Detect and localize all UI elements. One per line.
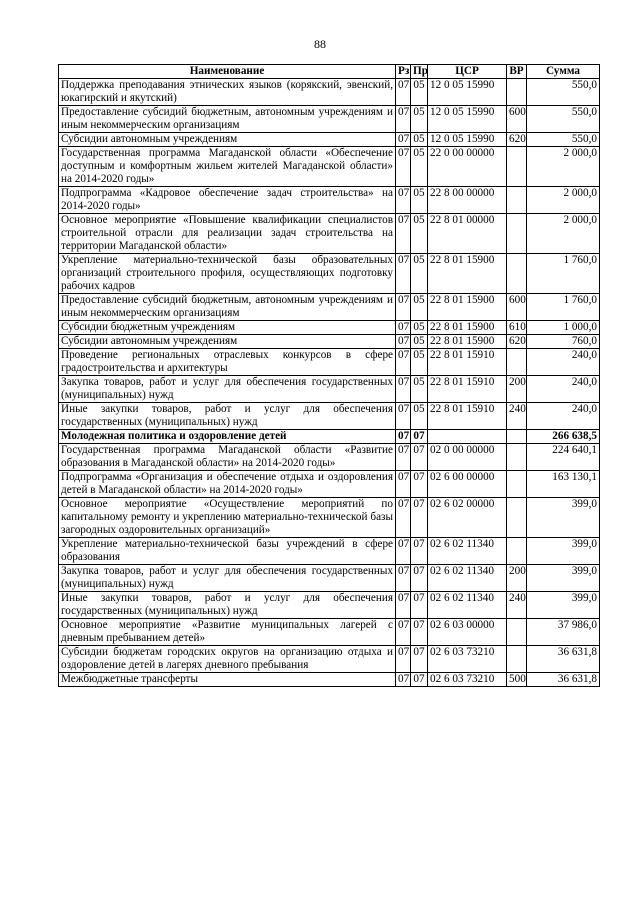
row-name: Государственная программа Магаданской области «Обеспечение доступным и комфортным жильем жителей Магаданской области» на 2014-2020 годы» (59, 147, 396, 187)
header-sum: Сумма (527, 65, 600, 79)
row-name: Субсидии автономным учреждениям (59, 133, 396, 147)
row-pr: 05 (411, 147, 428, 187)
row-pr: 07 (411, 444, 428, 471)
row-csr: 02 6 02 11340 (428, 565, 507, 592)
row-pr: 05 (411, 349, 428, 376)
row-rz: 07 (396, 214, 411, 254)
row-csr: 12 0 05 15990 (428, 106, 507, 133)
row-rz: 07 (396, 147, 411, 187)
row-name: Государственная программа Магаданской области «Развитие образования в Магаданской области» на 2014-2020 годы» (59, 444, 396, 471)
row-pr: 07 (411, 565, 428, 592)
row-pr: 07 (411, 430, 428, 444)
row-vr: 200 (507, 565, 527, 592)
header-rz: Рз (396, 65, 411, 79)
row-pr: 07 (411, 498, 428, 538)
row-csr: 02 6 02 00000 (428, 498, 507, 538)
row-sum: 2 000,0 (527, 147, 600, 187)
row-vr (507, 444, 527, 471)
header-vr: ВР (507, 65, 527, 79)
row-vr: 620 (507, 335, 527, 349)
row-pr: 07 (411, 619, 428, 646)
row-vr (507, 619, 527, 646)
row-pr: 07 (411, 673, 428, 687)
row-sum: 36 631,8 (527, 673, 600, 687)
table-row (59, 673, 600, 687)
row-name: Субсидии бюджетам городских округов на организацию отдыха и оздоровление детей в лагерях дневного пребывания (59, 646, 396, 673)
row-name: Предоставление субсидий бюджетным, автономным учреждениям и иным некоммерческим организациям (59, 106, 396, 133)
table-row (59, 349, 600, 376)
row-rz: 07 (396, 619, 411, 646)
table-row (59, 646, 600, 673)
row-csr: 22 8 01 15910 (428, 349, 507, 376)
row-name: Поддержка преподавания этнических языков (корякский, эвенский, юкагирский и якутский) (59, 79, 396, 106)
row-rz: 07 (396, 321, 411, 335)
row-vr: 500 (507, 673, 527, 687)
row-name: Субсидии автономным учреждениям (59, 335, 396, 349)
row-pr: 05 (411, 106, 428, 133)
row-name: Основное мероприятие «Осуществление мероприятий по капитальному ремонту и укреплению материально-технической базы загородных оздоровительных организаций» (59, 498, 396, 538)
row-name: Иные закупки товаров, работ и услуг для обеспечения государственных (муниципальных) нужд (59, 592, 396, 619)
row-csr: 02 6 02 11340 (428, 592, 507, 619)
row-name: Субсидии бюджетным учреждениям (59, 321, 396, 335)
row-csr: 02 0 00 00000 (428, 444, 507, 471)
row-csr: 02 6 02 11340 (428, 538, 507, 565)
row-csr: 22 8 01 15900 (428, 294, 507, 321)
table-row (59, 254, 600, 294)
row-rz: 07 (396, 592, 411, 619)
row-csr: 22 8 00 00000 (428, 187, 507, 214)
row-csr: 22 8 01 15900 (428, 254, 507, 294)
row-name: Молодежная политика и оздоровление детей (59, 430, 396, 444)
row-vr (507, 214, 527, 254)
row-rz: 07 (396, 187, 411, 214)
row-sum: 240,0 (527, 349, 600, 376)
row-csr: 22 8 01 15900 (428, 335, 507, 349)
row-vr: 610 (507, 321, 527, 335)
row-sum: 550,0 (527, 79, 600, 106)
row-rz: 07 (396, 106, 411, 133)
table-row (59, 106, 600, 133)
table-row (59, 335, 600, 349)
row-csr: 22 8 01 15910 (428, 376, 507, 403)
row-pr: 05 (411, 294, 428, 321)
row-rz: 07 (396, 349, 411, 376)
row-pr: 07 (411, 538, 428, 565)
row-name: Укрепление материально-технической базы образовательных организаций строительного профиля, осуществляющих подготовку рабочих кадров (59, 254, 396, 294)
row-rz: 07 (396, 133, 411, 147)
row-pr: 05 (411, 321, 428, 335)
row-vr: 240 (507, 403, 527, 430)
row-rz: 07 (396, 673, 411, 687)
table-row (59, 321, 600, 335)
table-row (59, 403, 600, 430)
row-rz: 07 (396, 294, 411, 321)
row-name: Подпрограмма «Организация и обеспечение отдыха и оздоровления детей в Магаданской области» на 2014-2020 годы» (59, 471, 396, 498)
row-pr: 05 (411, 79, 428, 106)
table-row (59, 565, 600, 592)
row-sum: 760,0 (527, 335, 600, 349)
row-vr (507, 254, 527, 294)
row-vr (507, 187, 527, 214)
table-row (59, 471, 600, 498)
row-sum: 550,0 (527, 133, 600, 147)
row-sum: 399,0 (527, 538, 600, 565)
row-name: Межбюджетные трансферты (59, 673, 396, 687)
row-rz: 07 (396, 498, 411, 538)
row-vr (507, 430, 527, 444)
row-vr (507, 79, 527, 106)
table-row (59, 133, 600, 147)
row-vr (507, 498, 527, 538)
header-name: Наименование (59, 65, 396, 79)
row-pr: 05 (411, 335, 428, 349)
row-name: Иные закупки товаров, работ и услуг для обеспечения государственных (муниципальных) нужд (59, 403, 396, 430)
row-sum: 224 640,1 (527, 444, 600, 471)
row-rz: 07 (396, 538, 411, 565)
row-pr: 07 (411, 592, 428, 619)
row-sum: 550,0 (527, 106, 600, 133)
row-sum: 240,0 (527, 403, 600, 430)
header-pr: Пр (411, 65, 428, 79)
row-pr: 05 (411, 214, 428, 254)
row-rz: 07 (396, 444, 411, 471)
header-csr: ЦСР (428, 65, 507, 79)
table-row (59, 214, 600, 254)
row-vr: 620 (507, 133, 527, 147)
row-sum: 1 000,0 (527, 321, 600, 335)
row-sum: 399,0 (527, 592, 600, 619)
table-row (59, 538, 600, 565)
row-name: Проведение региональных отраслевых конкурсов в сфере градостроительства и архитектуры (59, 349, 396, 376)
table-row (59, 592, 600, 619)
row-rz: 07 (396, 79, 411, 106)
row-name: Подпрограмма «Кадровое обеспечение задач строительства» на 2014-2020 годы» (59, 187, 396, 214)
row-csr: 02 6 00 00000 (428, 471, 507, 498)
row-vr: 600 (507, 294, 527, 321)
table-row (59, 619, 600, 646)
row-vr: 240 (507, 592, 527, 619)
row-rz: 07 (396, 430, 411, 444)
row-pr: 05 (411, 403, 428, 430)
row-csr: 12 0 05 15990 (428, 79, 507, 106)
row-sum: 163 130,1 (527, 471, 600, 498)
table-header (59, 65, 600, 79)
table-row (59, 444, 600, 471)
row-sum: 2 000,0 (527, 214, 600, 254)
row-csr: 02 6 03 73210 (428, 646, 507, 673)
table-row (59, 498, 600, 538)
row-vr (507, 538, 527, 565)
row-rz: 07 (396, 471, 411, 498)
row-sum: 1 760,0 (527, 254, 600, 294)
row-csr (428, 430, 507, 444)
row-name: Основное мероприятие «Развитие муниципальных лагерей с дневным пребыванием детей» (59, 619, 396, 646)
row-csr: 02 6 03 00000 (428, 619, 507, 646)
budget-table (58, 64, 600, 687)
row-csr: 22 8 01 00000 (428, 214, 507, 254)
table-row (59, 187, 600, 214)
table-row (59, 294, 600, 321)
row-pr: 07 (411, 471, 428, 498)
table-row (59, 430, 600, 444)
row-vr (507, 646, 527, 673)
row-pr: 05 (411, 254, 428, 294)
table-row (59, 79, 600, 106)
row-csr: 02 6 03 73210 (428, 673, 507, 687)
row-sum: 1 760,0 (527, 294, 600, 321)
row-pr: 07 (411, 646, 428, 673)
row-sum: 399,0 (527, 565, 600, 592)
row-vr (507, 349, 527, 376)
row-pr: 05 (411, 133, 428, 147)
row-name: Предоставление субсидий бюджетным, автономным учреждениям и иным некоммерческим организациям (59, 294, 396, 321)
row-pr: 05 (411, 376, 428, 403)
row-rz: 07 (396, 335, 411, 349)
row-pr: 05 (411, 187, 428, 214)
row-name: Закупка товаров, работ и услуг для обеспечения государственных (муниципальных) нужд (59, 565, 396, 592)
row-sum: 399,0 (527, 498, 600, 538)
row-rz: 07 (396, 646, 411, 673)
row-sum: 37 986,0 (527, 619, 600, 646)
row-csr: 22 8 01 15900 (428, 321, 507, 335)
row-sum: 36 631,8 (527, 646, 600, 673)
row-name: Закупка товаров, работ и услуг для обеспечения государственных (муниципальных) нужд (59, 376, 396, 403)
table-row (59, 147, 600, 187)
row-sum: 240,0 (527, 376, 600, 403)
page-number: 88 (314, 37, 326, 51)
row-vr: 600 (507, 106, 527, 133)
row-sum: 266 638,5 (527, 430, 600, 444)
row-csr: 22 0 00 00000 (428, 147, 507, 187)
row-vr: 200 (507, 376, 527, 403)
row-csr: 12 0 05 15990 (428, 133, 507, 147)
row-name: Основное мероприятие «Повышение квалификации специалистов строительной отрасли для реализации задач строительства на территории Магаданской области» (59, 214, 396, 254)
row-rz: 07 (396, 403, 411, 430)
table-row (59, 376, 600, 403)
row-rz: 07 (396, 376, 411, 403)
row-vr (507, 147, 527, 187)
table-body (59, 79, 600, 687)
row-rz: 07 (396, 565, 411, 592)
row-name: Укрепление материально-технической базы учреждений в сфере образования (59, 538, 396, 565)
row-vr (507, 471, 527, 498)
row-csr: 22 8 01 15910 (428, 403, 507, 430)
row-sum: 2 000,0 (527, 187, 600, 214)
row-rz: 07 (396, 254, 411, 294)
